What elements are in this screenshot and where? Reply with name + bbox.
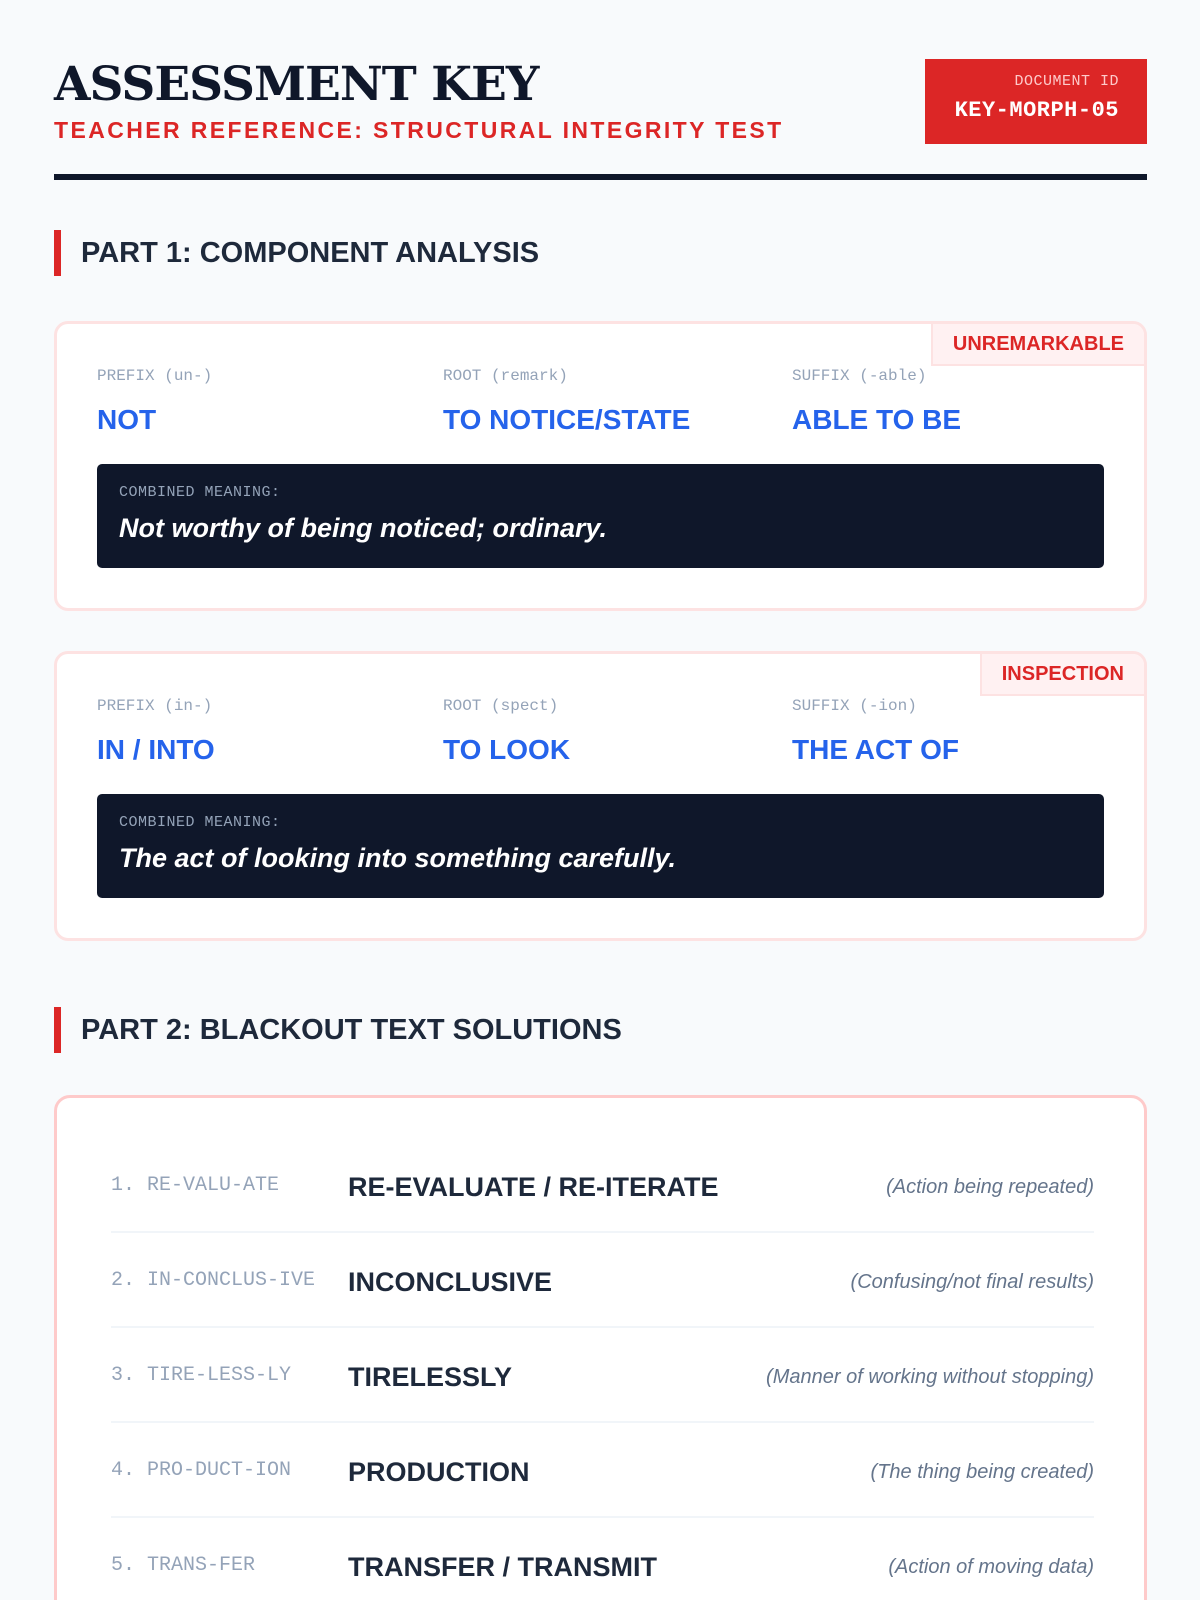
- root-label: ROOT (spect): [443, 697, 559, 715]
- document-id-value: KEY-MORPH-05: [954, 98, 1119, 123]
- combined-meaning-box: [97, 464, 1104, 568]
- solution-note: (Action being repeated): [886, 1176, 1094, 1198]
- solution-row: [111, 1328, 1094, 1423]
- document-id-badge: [925, 59, 1147, 144]
- document-subtitle: TEACHER REFERENCE: STRUCTURAL INTEGRITY TEST: [54, 117, 784, 143]
- component-card-inspection: [54, 651, 1147, 941]
- suffix-value: ABLE TO BE: [792, 404, 962, 435]
- suffix-label: SUFFIX (-able): [792, 367, 927, 385]
- root-component: [443, 696, 773, 766]
- root-label: ROOT (remark): [443, 367, 568, 385]
- solution-answer: TRANSFER / TRANSMIT: [348, 1552, 657, 1582]
- solution-note: (Confusing/not final results): [850, 1271, 1094, 1293]
- solution-code: 2. IN-CONCLUS-IVE: [111, 1269, 316, 1292]
- combined-meaning-text: Not worthy of being noticed; ordinary.: [119, 513, 607, 543]
- solution-answer: PRODUCTION: [348, 1457, 530, 1487]
- solution-row: [111, 1233, 1094, 1328]
- component-card-unremarkable: [54, 321, 1147, 611]
- solution-row: [111, 1423, 1094, 1518]
- part2-heading: PART 2: BLACKOUT TEXT SOLUTIONS: [54, 1007, 954, 1053]
- prefix-component: [97, 366, 427, 436]
- card-word-tag: UNREMARKABLE: [931, 324, 1144, 366]
- suffix-component: [792, 696, 1122, 766]
- solution-code: 3. TIRE-LESS-LY: [111, 1364, 292, 1387]
- card-word-tag: INSPECTION: [980, 654, 1144, 696]
- solution-row: [111, 1138, 1094, 1233]
- solution-answer: RE-EVALUATE / RE-ITERATE: [348, 1172, 719, 1202]
- document-id-label: DOCUMENT ID: [1014, 73, 1119, 90]
- solution-note: (Manner of working without stopping): [766, 1366, 1094, 1388]
- solutions-card: [54, 1095, 1147, 1600]
- solution-code: 5. TRANS-FER: [111, 1554, 256, 1577]
- combined-meaning-text: The act of looking into something carefully.: [119, 843, 677, 873]
- suffix-component: [792, 366, 1122, 436]
- solution-note: (The thing being created): [870, 1461, 1094, 1483]
- solution-code: 4. PRO-DUCT-ION: [111, 1459, 292, 1482]
- root-component: [443, 366, 773, 436]
- suffix-label: SUFFIX (-ion): [792, 697, 917, 715]
- solution-note: (Action of moving data): [888, 1556, 1094, 1578]
- header-divider: [54, 174, 1147, 180]
- prefix-label: PREFIX (in-): [97, 697, 213, 715]
- prefix-value: NOT: [97, 404, 157, 435]
- part1-heading: PART 1: COMPONENT ANALYSIS: [54, 230, 954, 276]
- document-title: ASSESSMENT KEY: [54, 57, 539, 112]
- combined-meaning-label: COMBINED MEANING:: [119, 814, 281, 831]
- suffix-value: THE ACT OF: [792, 734, 959, 765]
- prefix-label: PREFIX (un-): [97, 367, 213, 385]
- prefix-value: IN / INTO: [97, 734, 215, 765]
- solution-answer: INCONCLUSIVE: [348, 1267, 553, 1297]
- solution-row: [111, 1518, 1094, 1600]
- combined-meaning-label: COMBINED MEANING:: [119, 484, 281, 501]
- solution-answer: TIRELESSLY: [348, 1362, 513, 1392]
- root-value: TO LOOK: [443, 734, 571, 765]
- prefix-component: [97, 696, 427, 766]
- solution-code: 1. RE-VALU-ATE: [111, 1174, 280, 1197]
- combined-meaning-box: [97, 794, 1104, 898]
- document-header: [54, 57, 1147, 180]
- root-value: TO NOTICE/STATE: [443, 404, 691, 435]
